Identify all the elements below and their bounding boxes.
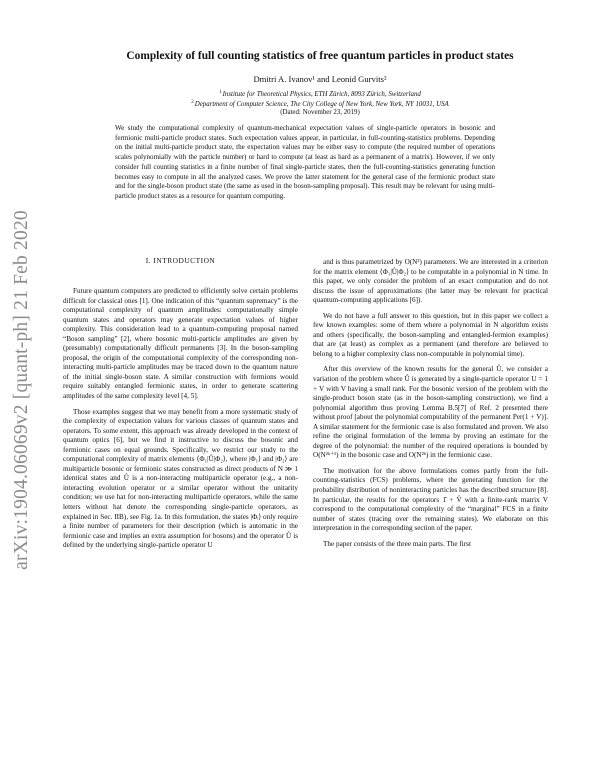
affiliation-2-text: Department of Computer Science, The City College of New York, New York, NY 10031, USA bbox=[194, 101, 449, 108]
section-heading: I. INTRODUCTION bbox=[145, 256, 216, 265]
right-column bbox=[313, 258, 548, 555]
arxiv-stamp bbox=[2, 140, 42, 640]
intro-paragraph-6: The motivation for the above formulations comes partly from the full-counting-statistics (FCS) problems, where the generating function for the probability distribution of noninteracting particles has the described structure [8]. In particular, the results for the operators 1̂ + V̂ with a finite-rank matrix V correspond to the computational complexity of the “marginal” FCS in a finite number of states (tracing over the remaining states). We elaborate on this interpretation in the corresponding section of the paper. bbox=[313, 466, 548, 533]
intro-paragraph-2: Those examples suggest that we may benefit from a more systematic study of the complexity of expectation values for various classes of quantum states and operators. To some extent, this approach was already developed in the context of quantum optics [6], but we find it instructive to discuss the bosonic and fermionic cases on equal grounds. Specifically, we restrict our study to the computational complexity of matrix elements ⟨Φ₁|Û|Φ₂⟩, where |Φ₁⟩ and |Φ₂⟩ are multiparticle bosonic or fermionic states constructed as direct products of N ≫ 1 identical states and Û is a non-interacting multiparticle operator (e.g., a non-interacting evolution operator or a similar operator without the unitarity condition; we use hat for non-interacting multiparticle operators, while the same letters without hat denote the corresponding single-particle operators, as explained in Sec. IIB), see Fig. 1a. In this formulation, the states |Φᵢ⟩ only require a finite number of parameters for their description (which is automatic in the fermionic case and implies an extra assumption for bosons) and the operator Û is defined by the underlying single-particle operator U bbox=[63, 407, 298, 550]
intro-paragraph-7: The paper consists of the three main parts. The first bbox=[323, 539, 471, 548]
affiliation-1-marker: 1 bbox=[219, 90, 222, 95]
intro-paragraph-4: We do not have a full answer to this question, but in this paper we collect a few known examples: some of them where a polynomial in N algorithm exists and others (specifically, the boson-sampling and entangled-fermion examples) that are (at least) as complex as a permanent (and therefore are believed to belong to a higher complexity class non-computable in polynomial time). bbox=[313, 311, 548, 358]
paper-title: Complexity of full counting statistics of free quantum particles in product states bbox=[126, 50, 514, 62]
intro-paragraph-1: Future quantum computers are predicted to efficiently solve certain problems difficult for classical ones [1]. One indication of this “quantum supremacy” is the computational complexity of quantum amplitudes: computationally simple quantum states and operators may generate expectation values of higher complexity. This consideration lead to a quantum-computing proposal named “Boson sampling” [2], where bosonic multi-particle amplitudes are given by (presumably) computationally difficult permanents [3]. In the boson-sampling proposal, the origin of the computational complexity of the corresponding non-interacting multi-particle amplitudes may be traced down to the quantum nature of the initial single-boson state. A similar construction with fermions would require suitably entangled fermionic states, in order to generate scattering amplitudes of the same complexity level [4, 5]. bbox=[63, 287, 298, 401]
affiliation-1-text: Institute for Theoretical Physics, ETH Zürich, 8093 Zürich, Switzerland bbox=[222, 91, 421, 98]
intro-paragraph-3: and is thus parametrized by O(N²) parameters. We are interested in a criterion for the matrix element ⟨Φ₁|Û|Φ₂⟩ to be computable in a polynomial in N time. In this paper, we only consider the problem of an exact computation and do not discuss the issue of approximations (the latter may be relevant for practical quantum-computing applications [6]). bbox=[313, 258, 548, 305]
date-line: (Dated: November 23, 2019) bbox=[280, 109, 360, 116]
author-list: Dmitri A. Ivanov¹ and Leonid Gurvits² bbox=[253, 74, 387, 84]
left-column bbox=[63, 254, 298, 557]
abstract: We study the computational complexity of quantum-mechanical expectation values of single-particle operators in bosonic and fermionic multi-particle product states. Such expectation values appear, in particular, in full-counting-statistics problems. Depending on the initial multi-particle product state, the expectation values may be either easy to compute (the required number of operations scales polynomially with the particle number) or hard to compute (at least as hard as a permanent of a matrix). However, if we only consider full counting statistics in a finite number of final single-particle states, then the full-counting-statistics generating function becomes easy to compute in all the analyzed cases. We prove the latter statement for the general case of the fermionic product state and for the single-boson product state (the same as used in the boson-sampling proposal). This result may be relevant for using multi-particle product states as a resource for quantum computing. bbox=[115, 124, 495, 200]
intro-paragraph-5: After this overview of the known results for the general Û, we consider a variation of the problem where Û is generated by a single-particle operator U = 1 + V with V having a small rank. For the bosonic version of the problem with the single-product boson state (as in the boson-sampling construction), we find a polynomial algorithm thus proving Lemma B.5[7] of Ref. 2 presented there without proof [about the polynomial computability of the permanent Per(1 + V)]. A similar statement for the fermionic case is also formulated and proven. We also refine the original formulation of the lemma by proving an estimate for the degree of the polynomial: the number of the required operations is bounded by O(N²ᵏ⁺¹) in the bosonic case and O(N²ᵏ) in the fermionic case. bbox=[313, 365, 548, 460]
arxiv-stamp-text: arXiv:1904.06069v2 [quant-ph] 21 Feb 2020 bbox=[11, 210, 32, 570]
affiliation-2-marker: 2 bbox=[191, 100, 194, 105]
